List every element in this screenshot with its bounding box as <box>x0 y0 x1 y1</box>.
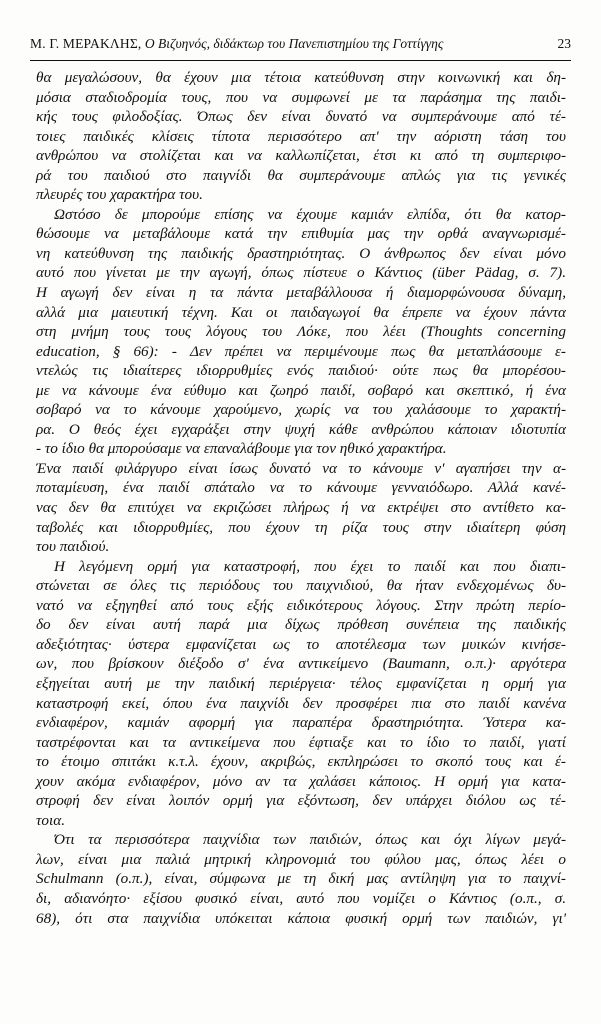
text-line: νη κατεύθυνση της παιδικής δραστηριότητας. Ο άνθρωπος δεν είναι μόνο <box>36 244 566 262</box>
text-line: θα μεγαλώσουν, θα έχουν μια τέτοια κατεύθυνση στην κοινωνική και δη- <box>36 69 566 86</box>
text-line: αλλά μια μαιευτική τέχνη. Και οι παιδαγωγοί θα έπρεπε να έχουν πάντα <box>36 303 566 321</box>
text-line: Ένα παιδί φιλάργυρο είναι ίσως δυνατό να το κάνουμε ν' αγαπήσει την α- <box>36 459 566 477</box>
text-line: θώσουμε να μεταβάλουμε κατά την επιθυμία μας την ορθά αναγνωρισμέ- <box>36 225 566 243</box>
text-line: 68), ότι στα παιχνίδια υπόκειται κάποια φυσική ορμή των παιδιών, γι' <box>36 909 566 927</box>
running-head-title: Ο Βιζυηνός, διδάκτωρ του Πανεπιστημίου της Γοττίγγης <box>141 36 444 51</box>
text-line: κής τους φιλοδοξίας. Όπως δεν είναι δυνατό να συμπεράνουμε από τέ- <box>36 108 566 126</box>
text-line: χουν ακόμα ενδιαφέρον, μόνο αν τα χαλάσει κάποιος. Η ορμή για κατα- <box>36 772 566 790</box>
text-line: ποταμίευση, ένα παιδί σπάταλο να το κάνουμε γενναιόδωρο. Αλλά κανέ- <box>36 479 566 497</box>
text-line: του παιδιού. <box>36 538 110 556</box>
text-line: μόσια σταδιοδρομία τους, που να συμφωνεί με τα παράσημα της παιδι- <box>36 88 566 106</box>
text-line: λων, είναι μια παλιά μητρική κληρονομιά του φύλου μας, όπως λέει ο <box>36 850 566 868</box>
page-number: 23 <box>557 36 571 51</box>
text-line: τοιες παιδικές κλίσεις τίποτα περισσότερο απ' την αόριστη τάση του <box>36 127 566 145</box>
text-line: Η αγωγή δεν είναι η τα πάντα μεταβάλλουσα ή διαμορφώνουσα δύναμη, <box>36 284 566 302</box>
text-line: ρα. Ο θεός έχει εγχαράξει στην ψυχή κάθε ανθρώπου κάποιαν ιδιοτυπία <box>36 420 566 438</box>
text-line: ων, που βρίσκουν διέξοδο σ' ένα αντικείμενο (Baumann, ο.π.)· αργότερα <box>36 655 566 673</box>
text-line: - το ίδιο θα μπορούσαμε να επαναλάβουμε για τον ηθικό χαρακτήρα. <box>36 440 447 458</box>
text-line: Η λεγόμενη ορμή για καταστροφή, που έχει το παιδί και που διαπι- <box>54 557 566 575</box>
text-line: ταβολές και ιδιορρυθμίες, που έχουν τη ρίζα τους στην ιδιαίτερη φύση <box>36 518 566 536</box>
header-rule <box>30 60 571 61</box>
text-line: δο δεν είναι αυτή παρά μια δίχως πρόθεση συνέπεια της παιδικής <box>36 616 566 634</box>
text-line: Ότι τα περισσότερα παιχνίδια των παιδιών, όπως και όχι λίγων μεγά- <box>54 831 566 849</box>
text-line: Schulmann (ο.π.), είναι, σύμφωνα με τη δική μας αντίληψη για το παιχνί- <box>36 870 566 888</box>
text-line: αδεξιότητας· ύστερα εμφανίζεται ως το αποτέλεσμα των μυικών κινήσε- <box>36 635 566 653</box>
text-line: education, § 66): - Δεν πρέπει να περιμένουμε πως θα μεταπλάσουμε ε- <box>36 342 566 360</box>
text-line: πλευρές του χαρακτήρα του. <box>36 186 203 204</box>
text-line: Ωστόσο δε μπορούμε επίσης να έχουμε καμιάν ελπίδα, ότι θα κατορ- <box>54 205 566 223</box>
text-line: στώνεται σε όλες τις περιόδους του παιχνιδιού, θα ήταν ενδεχομένως δυ- <box>36 577 566 595</box>
text-line: με να κάνουμε ένα εύθυμο και ζωηρό παιδί, σοβαρό και σκεπτικό, ή ένα <box>36 381 566 399</box>
page-header <box>30 36 571 58</box>
body-text <box>36 68 566 928</box>
text-line: στη μνήμη τους τους λόγους του Λόκε, που λέει (Thoughts concerning <box>36 323 566 341</box>
text-line: σοβαρό να το κάνουμε χαρούμενο, χωρίς να του χαλάσουμε το χαρακτή- <box>36 401 566 419</box>
text-line: εξηγείται αυτή με την παιδική περιέργεια· τέλος εμφανίζεται η ορμή για <box>36 674 566 692</box>
text-line: τοια. <box>36 811 66 829</box>
text-line: το έτοιμο σπιτάκι κ.τ.λ. έχουν, ακριβώς, εκπληρώσει το σκοπό τους και έ- <box>36 753 566 771</box>
text-line: ταστρέφονται και τα αντικείμενα που έφτιαξε και το ίδιο το παιδί, γιατί <box>36 733 566 751</box>
text-line: αυτό που γίνεται με την αγωγή, όπως πίστευε ο Κάντιος (über Pädag, σ. 7). <box>36 264 566 282</box>
text-line: ντελώς τις ιδιαίτερες ιδιορρυθμίες ενός παιδιού· ούτε πως θα μπορέσου- <box>36 362 566 380</box>
text-line: νας δεν θα επιτύχει να εκριζώσει πλήρως ή να εκτρέψει στο αντίθετο κα- <box>36 499 566 517</box>
running-head-author: Μ. Γ. ΜΕΡΑΚΛΗΣ, <box>30 36 142 51</box>
text-line: δι, αδιανόητο· εξίσου φυσικό είναι, αυτό που νομίζει ο Κάντιος (ο.π., σ. <box>36 889 566 907</box>
text-line: νατό να εξηγηθεί από τους εξής ειδικότερους λόγους. Στην πρώτη περίο- <box>36 596 566 614</box>
text-line: ενδιαφέρον, καμιάν αφορμή για παραπέρα δραστηριότητα. Ύστερα κα- <box>36 714 566 732</box>
text-line: στροφή δεν είναι λοιπόν ορμή για εξόντωση, δεν υπάρχει διόλου ως τέ- <box>36 792 566 810</box>
running-head <box>30 36 443 52</box>
text-line: καταστροφή εκεί, όπου ένα παιχνίδι δεν προσφέρει πια στο παιδί κανένα <box>36 694 566 712</box>
text-line: ανθρώπου να στολίζεται και να καλλωπίζεται, έτσι κι από τη συμπεριφο- <box>36 147 566 165</box>
text-line: ρά του παιδιού στο παιγνίδι θα συμπεράνουμε απλώς για τις γενικές <box>36 166 566 184</box>
